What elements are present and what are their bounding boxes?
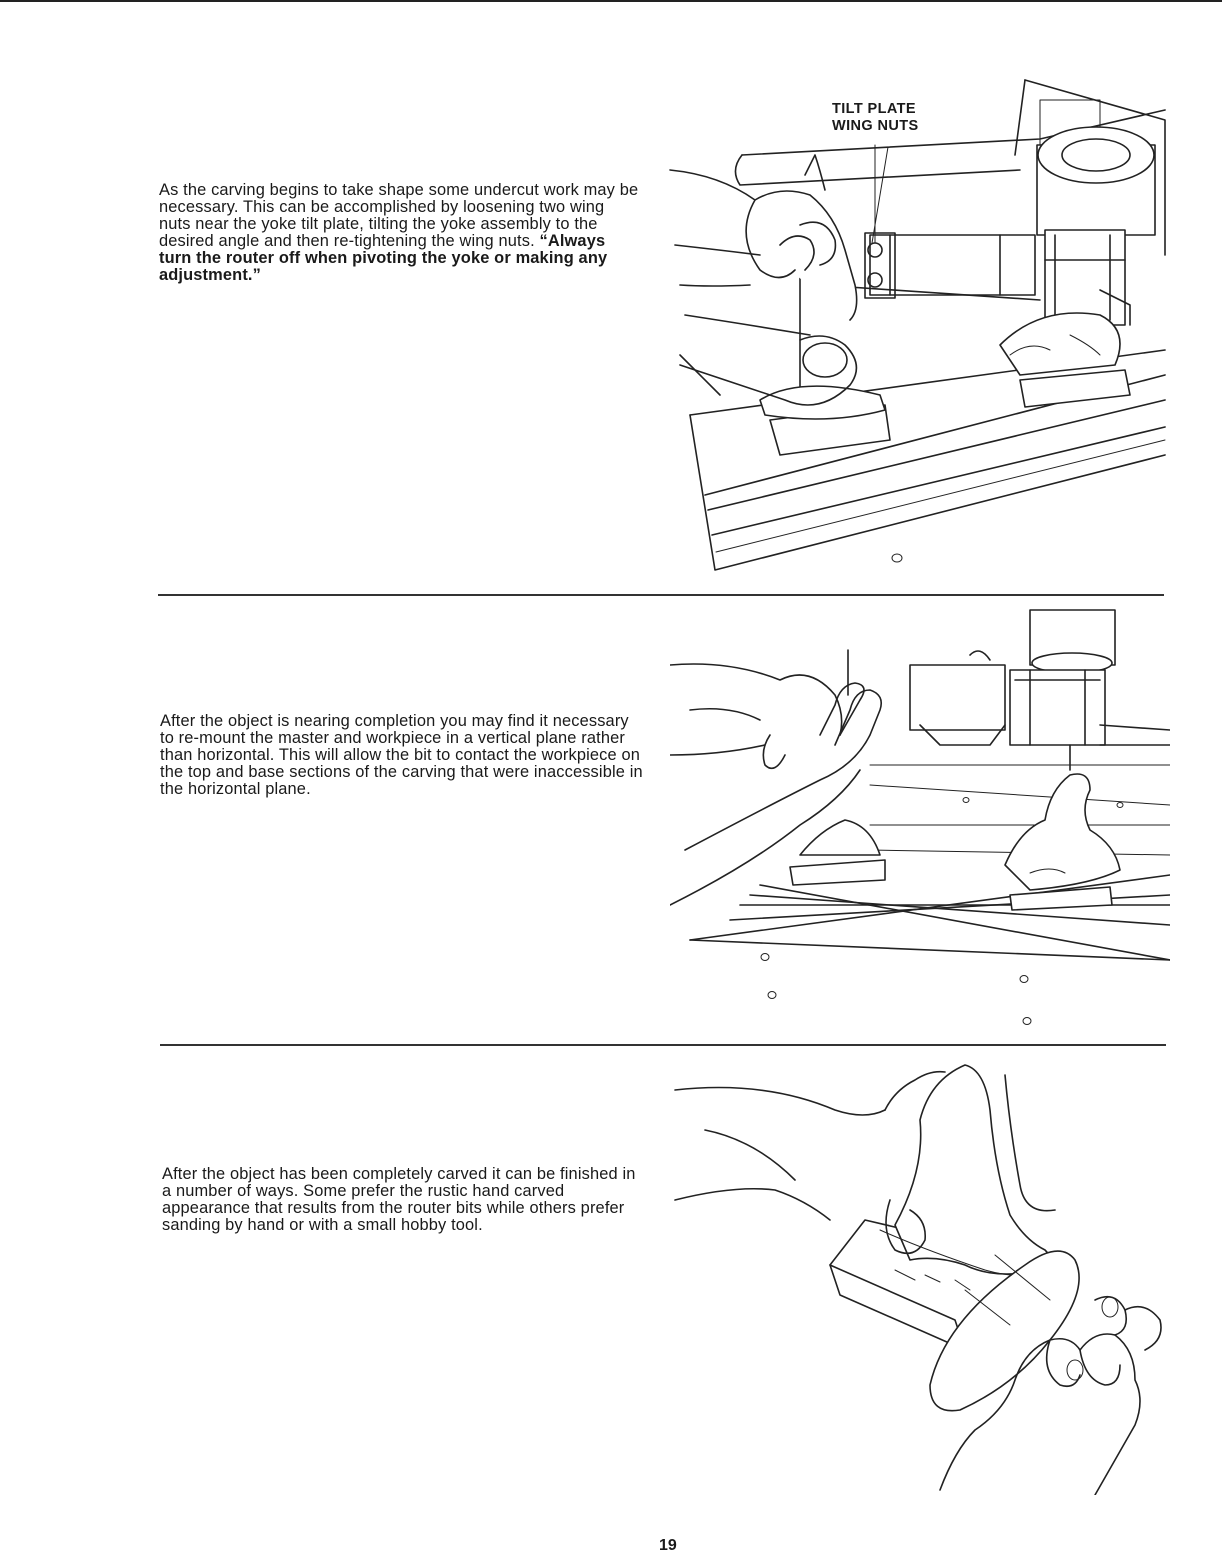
section-divider — [158, 594, 1164, 596]
section1-text: As the carving begins to take shape some undercut work may be necessary. This can be accomplished by loosening two wing nuts near the yoke tilt plate, tilting the yoke assembly to the desired angle and then re-tightening the wing nuts. — [159, 181, 639, 250]
section-divider-2 — [160, 1044, 1166, 1046]
section3-paragraph: After the object has been completely carved it can be finished in a number of ways. Some prefer the rustic hand carved appearance that results from the router bits while others prefer sanding by hand or with a small hobby tool. — [162, 1165, 636, 1234]
page-number: 19 — [659, 1537, 677, 1554]
section2-paragraph: After the object is nearing completion you may find it necessary to re-mount the master and workpiece in a vertical plane rather than horizontal. This will allow the bit to contact the workpiece on the top and base sections of the carving that were inaccessible in the horizontal plane. — [160, 712, 643, 798]
figure-sanding-illustration — [665, 1050, 1170, 1495]
top-border — [0, 0, 1222, 2]
section1-warning: “Always turn the router off when pivoting the yoke or making any adjustment.” — [159, 231, 608, 284]
section1-paragraph — [159, 182, 639, 283]
callout-tilt-plate: TILT PLATE — [832, 101, 917, 117]
figure-vertical-mount-illustration — [670, 605, 1170, 1035]
callout-wing-nuts: WING NUTS — [832, 118, 919, 134]
figure-tilt-plate-illustration — [660, 55, 1170, 585]
